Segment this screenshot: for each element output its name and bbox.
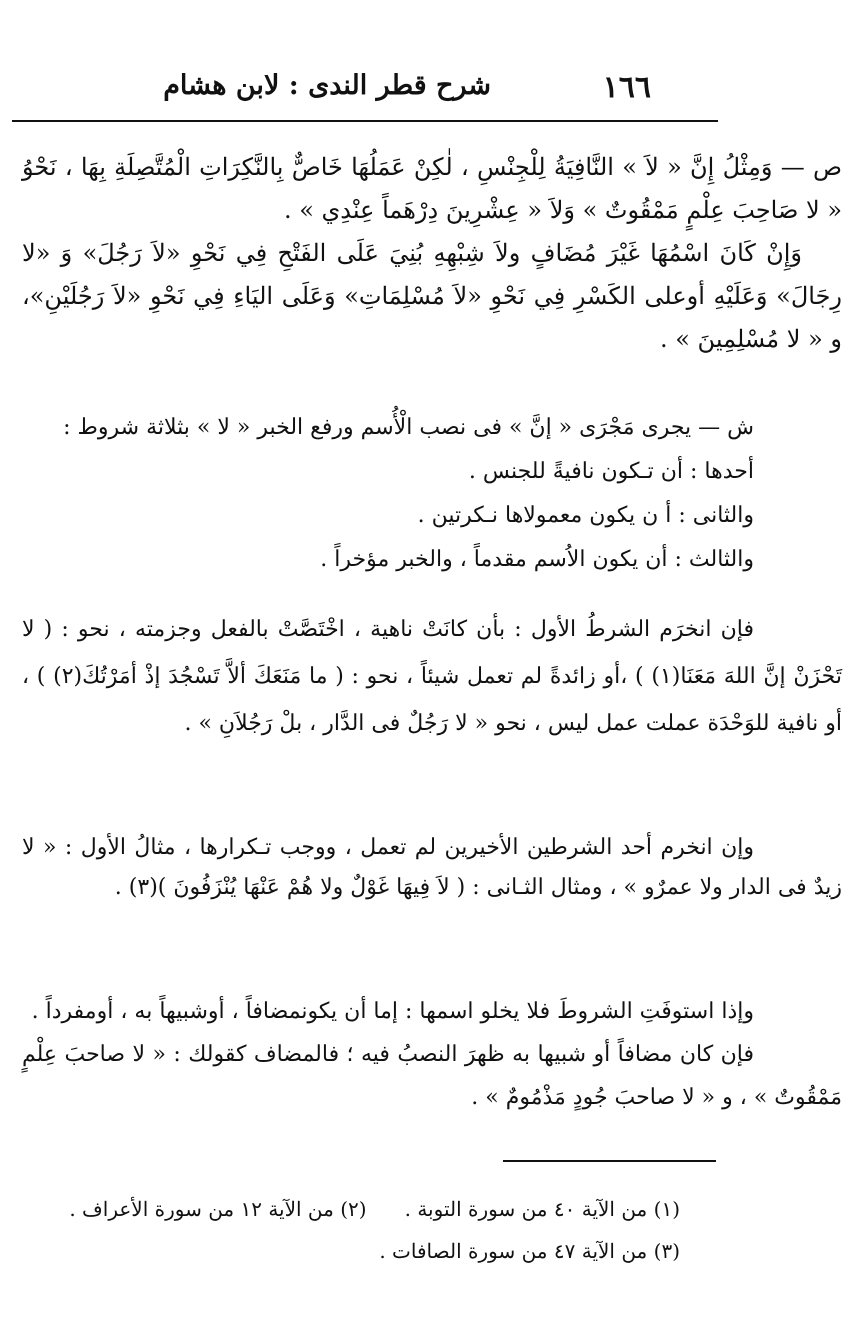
matn-paragraph-1: ص — وَمِثْلُ إِنَّ « لاَ » النَّافِيَةُ لِلْجِنْسِ ، لٰكِنْ عَمَلُهَا خَاصٌّ بِالنَّكِرَاتِ الْمُتَّصِلَةِ بِهَا ، نَحْوُ « لا صَاحِبَ عِلْمٍ مَمْقُوتٌ » وَلاَ « عِشْرِينَ دِرْهَماً عِنْدِي » . <box>22 153 842 224</box>
footnote-1: (١) من الآية ٤٠ من سورة التوبة . <box>404 1197 680 1221</box>
paragraph-text: فإن انخرَم الشرطُ الأول : بأن كانَتْ ناهية ، اخْتَصَّتْ بالفعل وجزمته ، نحو : ( لا تَحْزَنْ إنَّ اللهَ مَعَنَا(١) ) ،أو زائدةً لم تعمل شيئاً ، نحو : ( ما مَنَعَكَ ألاَّ تَسْجُدَ إذْ أمَرْتُكَ(٢) ) ، أو نافية للوَحْدَة عملت عمل ليس ، نحو « لا رَجُلٌ فى الدَّار ، بلْ رَجُلاَنِ » . <box>22 617 842 736</box>
header-rule <box>12 120 718 122</box>
footnote-row <box>40 1188 680 1230</box>
paragraph-text: وإن انخرم أحد الشرطين الأخيرين لم تعمل ، ووجب تـكرارها ، مثالُ الأول : « لا زيدٌ فى الدار ولا عمرٌو » ، ومثال الثـانى : ( لاَ فِيهَا غَوْلٌ ولا هُمْ عَنْهَا يُنْزَفُونَ )(٣) . <box>22 835 842 900</box>
sharh-paragraph-first-condition <box>22 606 842 747</box>
running-title: شرح قطر الندى : لابن هشام <box>163 70 491 101</box>
footnote-2: (٢) من الآية ١٢ من سورة الأعراف . <box>69 1197 367 1221</box>
sharh-intro: ش — يجرى مَجْرَى « إنَّ » فى نصب الْأُسم ورفع الخبر « لا » بثلاثة شروط : <box>63 415 754 440</box>
sharh-paragraph-other-conditions <box>22 828 842 908</box>
condition-3: والثالث : أن يكون الاُسم مقدماً ، والخبر مؤخراً . <box>320 547 754 572</box>
sharh-conditions <box>22 406 842 582</box>
footnote-row <box>40 1230 680 1272</box>
paragraph-text: وإذا استوفَتِ الشروطَ فلا يخلو اسمها : إما أن يكونمضافاً ، أوشبيهاً به ، أومفرداً . <box>31 999 754 1024</box>
condition-1: أحدها : أن تـكون نافيةً للجنس . <box>468 459 754 484</box>
condition-2: والثانى : أ ن يكون معمولاها نـكرتين . <box>417 503 754 528</box>
matn-section <box>22 146 842 361</box>
footnote-separator <box>503 1160 716 1162</box>
page-header <box>0 64 861 114</box>
footnotes <box>40 1188 680 1272</box>
paragraph-text: فإن كان مضافاً أو شبيها به ظهرَ النصبُ فيه ؛ فالمضاف كقولك : « لا صاحبَ عِلْمٍ مَمْقُوتٌ » ، و « لا صاحبَ جُودٍ مَذْمُومٌ » . <box>22 1042 842 1110</box>
page-number: ١٦٦ <box>602 70 651 105</box>
matn-paragraph-2: وَإِنْ كَانَ اسْمُهَا غَيْرَ مُضَافٍ ولاَ شِبْهِهِ بُنِيَ عَلَى الفَتْحِ فِي نَحْوِ «لاَ رَجُلَ» وَ «لا رِجَالَ» وَعَلَيْهِ أوعلى الكَسْرِ فِي نَحْوِ «لاَ مُسْلِمَاتِ» وَعَلَى اليَاءِ فِي نَحْوِ «لاَ رَجُلَيْنِ»، و « لا مُسْلِمِينَ » . <box>22 239 842 353</box>
sharh-paragraph-noun-types <box>22 990 842 1119</box>
footnote-3: (٣) من الآية ٤٧ من سورة الصافات . <box>379 1239 680 1263</box>
